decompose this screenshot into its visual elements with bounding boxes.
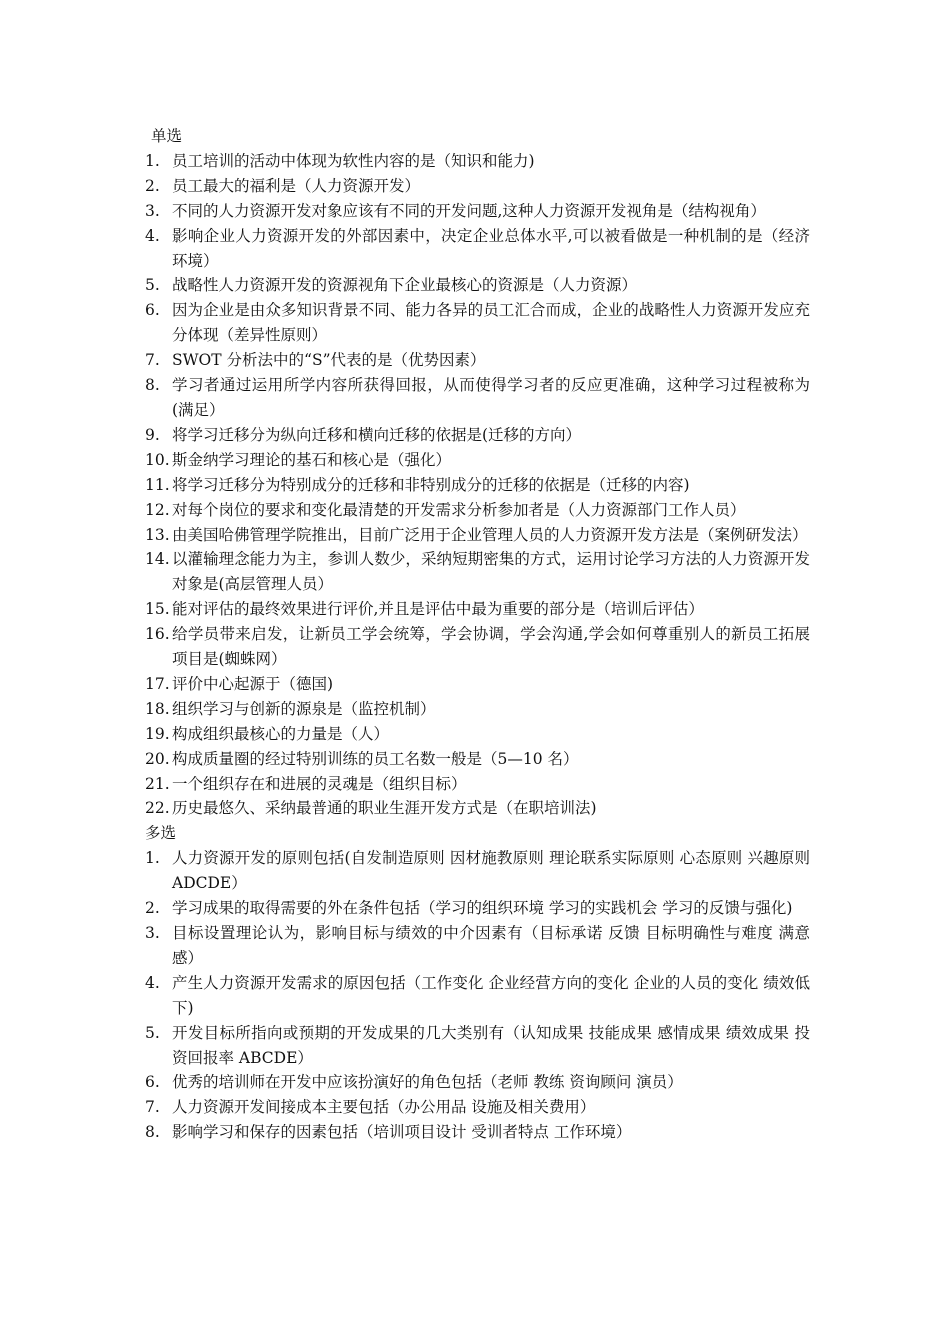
item-number: 3. [145,924,160,942]
item-number: 2. [145,899,160,918]
single-choice-item [145,697,810,722]
item-text: 由美国哈佛管理学院推出，目前广泛用于企业管理人员的人力资源开发方法是（案例研发法） [172,525,808,544]
item-number: 7. [145,351,160,370]
item-number: 7. [145,1098,160,1117]
item-number: 19. [145,724,170,743]
document-page [145,124,810,1145]
item-number: 6. [145,301,160,320]
single-choice-item [145,796,810,821]
item-text: 评价中心起源于（德国) [172,674,334,693]
single-choice-item [145,224,810,274]
item-text: 产生人力资源开发需求的原因包括（工作变化 企业经营方向的变化 企业的人员的变化 绩效低下) [172,973,810,1017]
single-choice-item [145,423,810,448]
item-number: 14. [145,550,170,569]
item-text: 目标设置理论认为，影响目标与绩效的中介因素有（目标承诺 反馈 目标明确性与难度 满意感） [172,924,810,967]
item-text: SWOT 分析法中的“S”代表的是（优势因素） [172,351,486,370]
item-text: 影响学习和保存的因素包括（培训项目设计 受训者特点 工作环境） [172,1123,632,1142]
item-number: 18. [145,699,170,718]
single-choice-item [145,672,810,697]
single-choice-item [145,622,810,672]
multiple-choice-item [145,921,810,971]
item-text: 不同的人力资源开发对象应该有不同的开发问题,这种人力资源开发视角是（结构视角） [172,201,766,220]
item-number: 5. [145,1023,160,1042]
item-text: 给学员带来启发，让新员工学会统筹，学会协调，学会沟通,学会如何尊重别人的新员工拓展项目是(蜘蛛网） [172,625,810,669]
single-choice-item [145,772,810,797]
item-number: 8. [145,376,160,395]
item-number: 8. [145,1123,160,1142]
item-text: 能对评估的最终效果进行评价,并且是评估中最为重要的部分是（培训后评估） [172,600,704,619]
single-choice-item [145,547,810,597]
item-number: 15. [145,600,170,619]
single-choice-item [145,722,810,747]
item-text: 人力资源开发间接成本主要包括（办公用品 设施及相关费用） [172,1098,596,1117]
single-choice-heading: 单选 [151,127,183,145]
multiple-choice-item [145,1095,810,1120]
single-choice-item [145,273,810,298]
single-choice-item [145,149,810,174]
item-text: 学习成果的取得需要的外在条件包括（学习的组织环境 学习的实践机会 学习的反馈与强化) [172,899,793,918]
item-text: 斯金纳学习理论的基石和核心是（强化） [172,450,452,469]
item-number: 17. [145,674,170,693]
multiple-choice-item [145,896,810,921]
item-text: 组织学习与创新的源泉是（监控机制） [172,699,436,718]
item-text: 将学习迁移分为特别成分的迁移和非特别成分的迁移的依据是（迁移的内容) [172,475,690,494]
item-text: 一个组织存在和进展的灵魂是（组织目标） [172,774,467,793]
item-text: 构成质量圈的经过特别训练的员工名数一般是（5—10 名） [172,749,579,768]
single-choice-item [145,473,810,498]
multiple-choice-heading: 多选 [145,824,177,843]
item-number: 5. [145,276,160,295]
item-number: 12. [145,500,170,519]
single-choice-list [145,149,810,821]
multiple-choice-list [145,846,810,1145]
item-text: 优秀的培训师在开发中应该扮演好的角色包括（老师 教练 资询顾问 演员） [172,1073,683,1092]
item-number: 9. [145,425,160,444]
multiple-choice-item [145,846,810,896]
item-number: 1. [145,849,160,868]
item-text: 以灌输理念能力为主，参训人数少，采纳短期密集的方式，运用讨论学习方法的人力资源开发对象是(高层管理人员） [172,550,810,594]
item-text: 对每个岗位的要求和变化最清楚的开发需求分析参加者是（人力资源部门工作人员） [172,500,746,519]
item-text: 构成组织最核心的力量是（人） [172,724,390,743]
single-choice-item [145,523,810,548]
item-number: 2. [145,176,160,195]
item-number: 21. [145,774,170,793]
multiple-choice-item [145,971,810,1021]
multiple-choice-item [145,1120,810,1145]
item-number: 20. [145,749,170,768]
item-text: 影响企业人力资源开发的外部因素中，决定企业总体水平,可以被看做是一种机制的是（经济环境） [172,226,810,270]
item-number: 1. [145,151,160,170]
item-number: 11. [145,475,170,494]
multiple-choice-item [145,1021,810,1071]
item-text: 因为企业是由众多知识背景不同、能力各异的员工汇合而成，企业的战略性人力资源开发应充分体现（差异性原则） [172,301,810,345]
item-text: 人力资源开发的原则包括(自发制造原则 因材施教原则 理论联系实际原则 心态原则 兴趣原则 ADCDE） [172,849,810,893]
multiple-choice-item [145,1070,810,1095]
item-number: 22. [145,799,170,818]
single-choice-item [145,597,810,622]
item-text: 员工培训的活动中体现为软性内容的是（知识和能力) [172,151,535,170]
item-text: 开发目标所指向或预期的开发成果的几大类别有（认知成果 技能成果 感情成果 绩效成果 投资回报率 ABCDE） [172,1023,810,1067]
single-choice-item [145,298,810,348]
single-choice-item [145,747,810,772]
item-number: 3. [145,201,160,220]
item-number: 4. [145,973,160,992]
item-number: 6. [145,1073,160,1092]
single-choice-item [145,348,810,373]
item-text: 历史最悠久、采纳最普通的职业生涯开发方式是（在职培训法) [172,799,597,818]
item-text: 员工最大的福利是（人力资源开发） [172,176,421,195]
single-choice-item [145,498,810,523]
item-number: 16. [145,625,170,644]
item-number: 4. [145,226,160,245]
item-text: 战略性人力资源开发的资源视角下企业最核心的资源是（人力资源） [172,276,638,295]
single-choice-item [145,174,810,199]
item-number: 13. [145,525,170,544]
single-choice-item [145,448,810,473]
item-text: 将学习迁移分为纵向迁移和横向迁移的依据是(迁移的方向） [172,425,582,444]
item-text: 学习者通过运用所学内容所获得回报，从而使得学习者的反应更准确，这种学习过程被称为(满足） [172,376,810,419]
item-number: 10. [145,450,170,469]
single-choice-item [145,199,810,224]
single-choice-item [145,373,810,423]
